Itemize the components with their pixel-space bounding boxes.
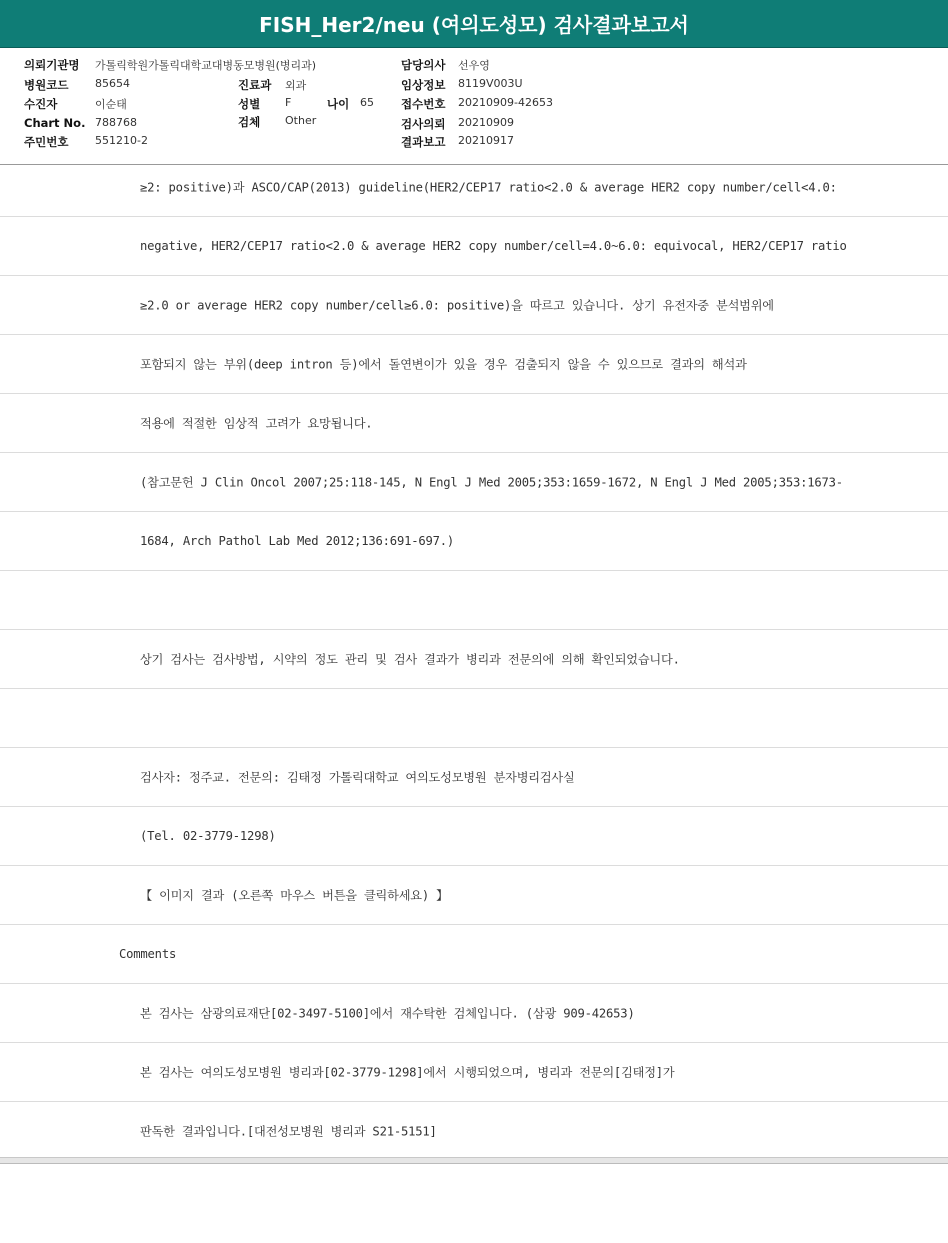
report-line: 포함되지 않는 부위(deep intron 등)에서 돌연변이가 있을 경우 검출되지 않을 수 있으므로 결과의 해석과 xyxy=(0,335,948,394)
report-line: ≥2.0 or average HER2 copy number/cell≥6.0: positive)을 따르고 있습니다. 상기 유전자중 분석범위에 xyxy=(0,276,948,335)
institution-label: 의뢰기관명 xyxy=(24,58,80,72)
clinical-info-label: 임상정보 xyxy=(401,78,446,92)
patient-label: 수진자 xyxy=(24,97,58,111)
report-line: 검사자: 정주교. 전문의: 김태정 가톨릭대학교 여의도성모병원 분자병리검사실 xyxy=(0,748,948,807)
report-date-value: 20210917 xyxy=(458,134,514,147)
receipt-no-value: 20210909-42653 xyxy=(458,96,553,109)
hospital-code-value: 85654 xyxy=(95,77,130,90)
report-date-label: 결과보고 xyxy=(401,135,446,149)
dept-label: 진료과 xyxy=(238,78,272,92)
patient-info-panel xyxy=(0,48,948,165)
report-line: 적용에 적절한 임상적 고려가 요망됩니다. xyxy=(0,394,948,453)
request-date-value: 20210909 xyxy=(458,116,514,129)
report-line xyxy=(0,689,948,748)
receipt-no-label: 접수번호 xyxy=(401,97,446,111)
report-title: FISH_Her2/neu (여의도성모) 검사결과보고서 xyxy=(0,0,948,48)
resident-no-value: 551210-2 xyxy=(95,134,148,147)
report-line: 1684, Arch Pathol Lab Med 2012;136:691-697.) xyxy=(0,512,948,571)
report-body[interactable] xyxy=(0,166,948,1157)
report-line: ≥2: positive)과 ASCO/CAP(2013) guideline(HER2/CEP17 ratio<2.0 & average HER2 copy number/cell<4.0: xyxy=(0,166,948,217)
report-line: 판독한 결과입니다.[대전성모병원 병리과 S21-5151] xyxy=(0,1102,948,1157)
sex-label: 성별 xyxy=(238,97,261,111)
age-value: 65 xyxy=(360,96,374,109)
patient-value: 이순태 xyxy=(95,98,127,111)
comments-heading: Comments xyxy=(0,925,948,984)
sex-value: F xyxy=(285,96,292,109)
clinical-info-value: 8119V003U xyxy=(458,77,523,90)
chart-no-value: 788768 xyxy=(95,116,137,129)
report-line xyxy=(0,571,948,630)
report-line: (Tel. 02-3779-1298) xyxy=(0,807,948,866)
age-label: 나이 xyxy=(327,97,350,111)
specimen-value: Other xyxy=(285,114,317,127)
report-line: 본 검사는 삼광의료재단[02-3497-5100]에서 재수탁한 검체입니다. (삼광 909-42653) xyxy=(0,984,948,1043)
report-line: negative, HER2/CEP17 ratio<2.0 & average HER2 copy number/cell=4.0~6.0: equivocal, HER2/CEP17 ratio xyxy=(0,217,948,276)
dept-value: 외과 xyxy=(285,79,307,92)
chart-no-label: Chart No. xyxy=(24,116,86,130)
report-line: 상기 검사는 검사방법, 시약의 정도 관리 및 검사 결과가 병리과 전문의에 의해 확인되었습니다. xyxy=(0,630,948,689)
doctor-value: 선우영 xyxy=(458,59,490,72)
institution-value: 가톨릭학원가톨릭대학교대병동모병원(병리과) xyxy=(95,59,317,72)
report-line: (참고문헌 J Clin Oncol 2007;25:118-145, N Engl J Med 2005;353:1659-1672, N Engl J Med 2005;353:1673- xyxy=(0,453,948,512)
resident-no-label: 주민번호 xyxy=(24,135,69,149)
hospital-code-label: 병원코드 xyxy=(24,78,69,92)
request-date-label: 검사의뢰 xyxy=(401,117,446,131)
image-result-link[interactable]: 【 이미지 결과 (오른쪽 마우스 버튼을 클릭하세요) 】 xyxy=(0,866,948,925)
specimen-label: 검체 xyxy=(238,115,261,129)
doctor-label: 담당의사 xyxy=(401,58,446,72)
horizontal-scrollbar[interactable] xyxy=(0,1157,948,1164)
report-line: 본 검사는 여의도성모병원 병리과[02-3779-1298]에서 시행되었으며, 병리과 전문의[김태정]가 xyxy=(0,1043,948,1102)
